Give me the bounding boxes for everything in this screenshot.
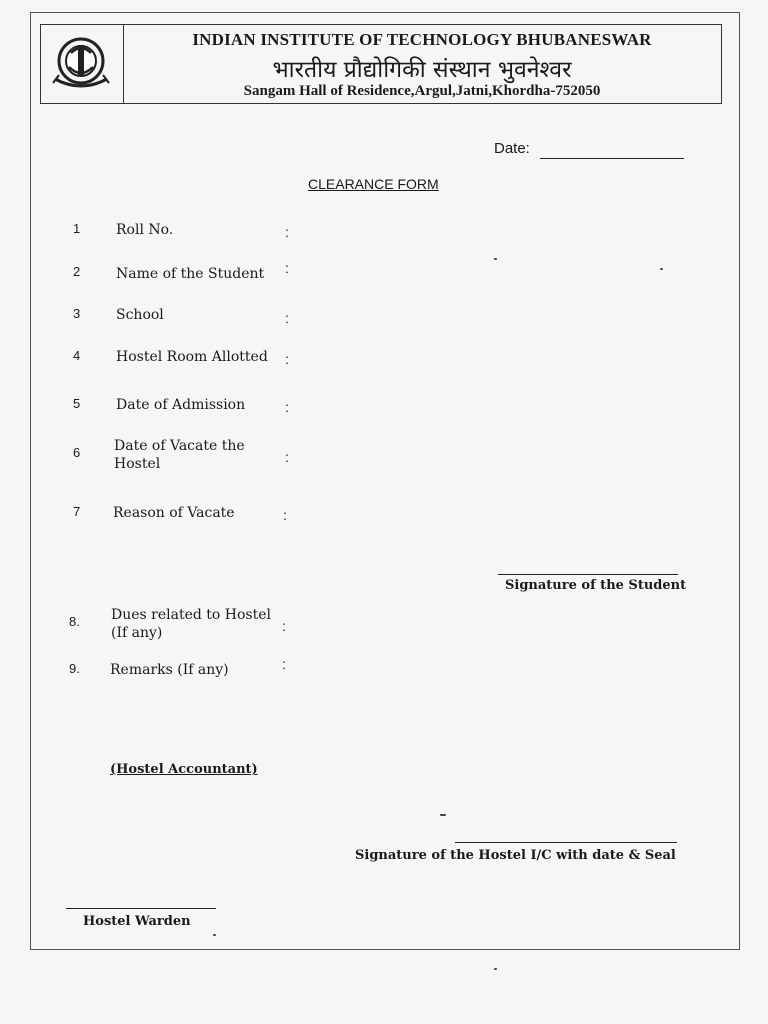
field-number: 1 <box>73 221 81 236</box>
field-number: 6 <box>73 445 81 460</box>
field-colon: : <box>285 260 289 276</box>
field-colon: : <box>285 449 289 465</box>
hall-address: Sangam Hall of Residence,Argul,Jatni,Khordha-752050 <box>243 83 601 99</box>
field-colon: : <box>282 656 286 672</box>
letterhead <box>40 24 722 104</box>
field-colon: : <box>285 224 289 240</box>
field-number: 8. <box>69 614 80 629</box>
field-label-roll-no: Roll No. <box>116 222 174 238</box>
institute-name-hindi: भारतीय प्रौद्योगिकी संस्थान भुवनेश्वर <box>272 57 572 83</box>
date-field-line[interactable] <box>540 158 684 159</box>
iit-bhubaneswar-emblem-icon <box>49 31 113 95</box>
field-number: 7 <box>73 504 81 519</box>
field-number: 3 <box>73 306 81 321</box>
form-title: CLEARANCE FORM <box>308 176 439 192</box>
field-colon: : <box>285 351 289 367</box>
field-label-remarks: Remarks (If any) <box>110 662 229 678</box>
hostel-ic-signature-line[interactable] <box>455 842 677 843</box>
field-label-date-of-admission: Date of Admission <box>116 397 246 413</box>
field-label-reason-of-vacate: Reason of Vacate <box>113 505 235 521</box>
field-label-student-name: Name of the Student <box>116 266 265 282</box>
hostel-warden-label: Hostel Warden <box>83 914 191 929</box>
student-signature-line[interactable] <box>498 574 678 575</box>
date-label: Date: <box>494 140 530 157</box>
field-number: 9. <box>69 661 80 676</box>
field-label-hostel-dues: Dues related to Hostel (If any) <box>111 607 272 641</box>
field-colon: : <box>282 618 286 634</box>
scan-speck <box>660 268 663 270</box>
field-colon: : <box>285 310 289 326</box>
field-number: 2 <box>73 264 81 279</box>
hostel-accountant-label: (Hostel Accountant) <box>110 762 258 777</box>
scan-speck <box>440 814 446 816</box>
field-label-school: School <box>116 307 164 323</box>
field-label-hostel-room: Hostel Room Allotted <box>116 349 268 365</box>
scan-speck <box>213 934 216 936</box>
field-colon: : <box>283 507 287 523</box>
scan-speck <box>494 968 497 970</box>
field-number: 4 <box>73 348 81 363</box>
student-signature-label: Signature of the Student <box>505 578 687 593</box>
warden-signature-line[interactable] <box>66 908 216 909</box>
logo-cell <box>41 25 124 103</box>
hostel-ic-signature-label: Signature of the Hostel I/C with date & Seal <box>355 848 676 863</box>
field-number: 5 <box>73 396 81 411</box>
scan-speck <box>494 258 497 260</box>
institute-name-english: INDIAN INSTITUTE OF TECHNOLOGY BHUBANESWAR <box>192 30 652 49</box>
field-colon: : <box>285 399 289 415</box>
page-border <box>30 12 740 950</box>
field-label-date-of-vacate: Date of Vacate the Hostel <box>114 438 245 472</box>
